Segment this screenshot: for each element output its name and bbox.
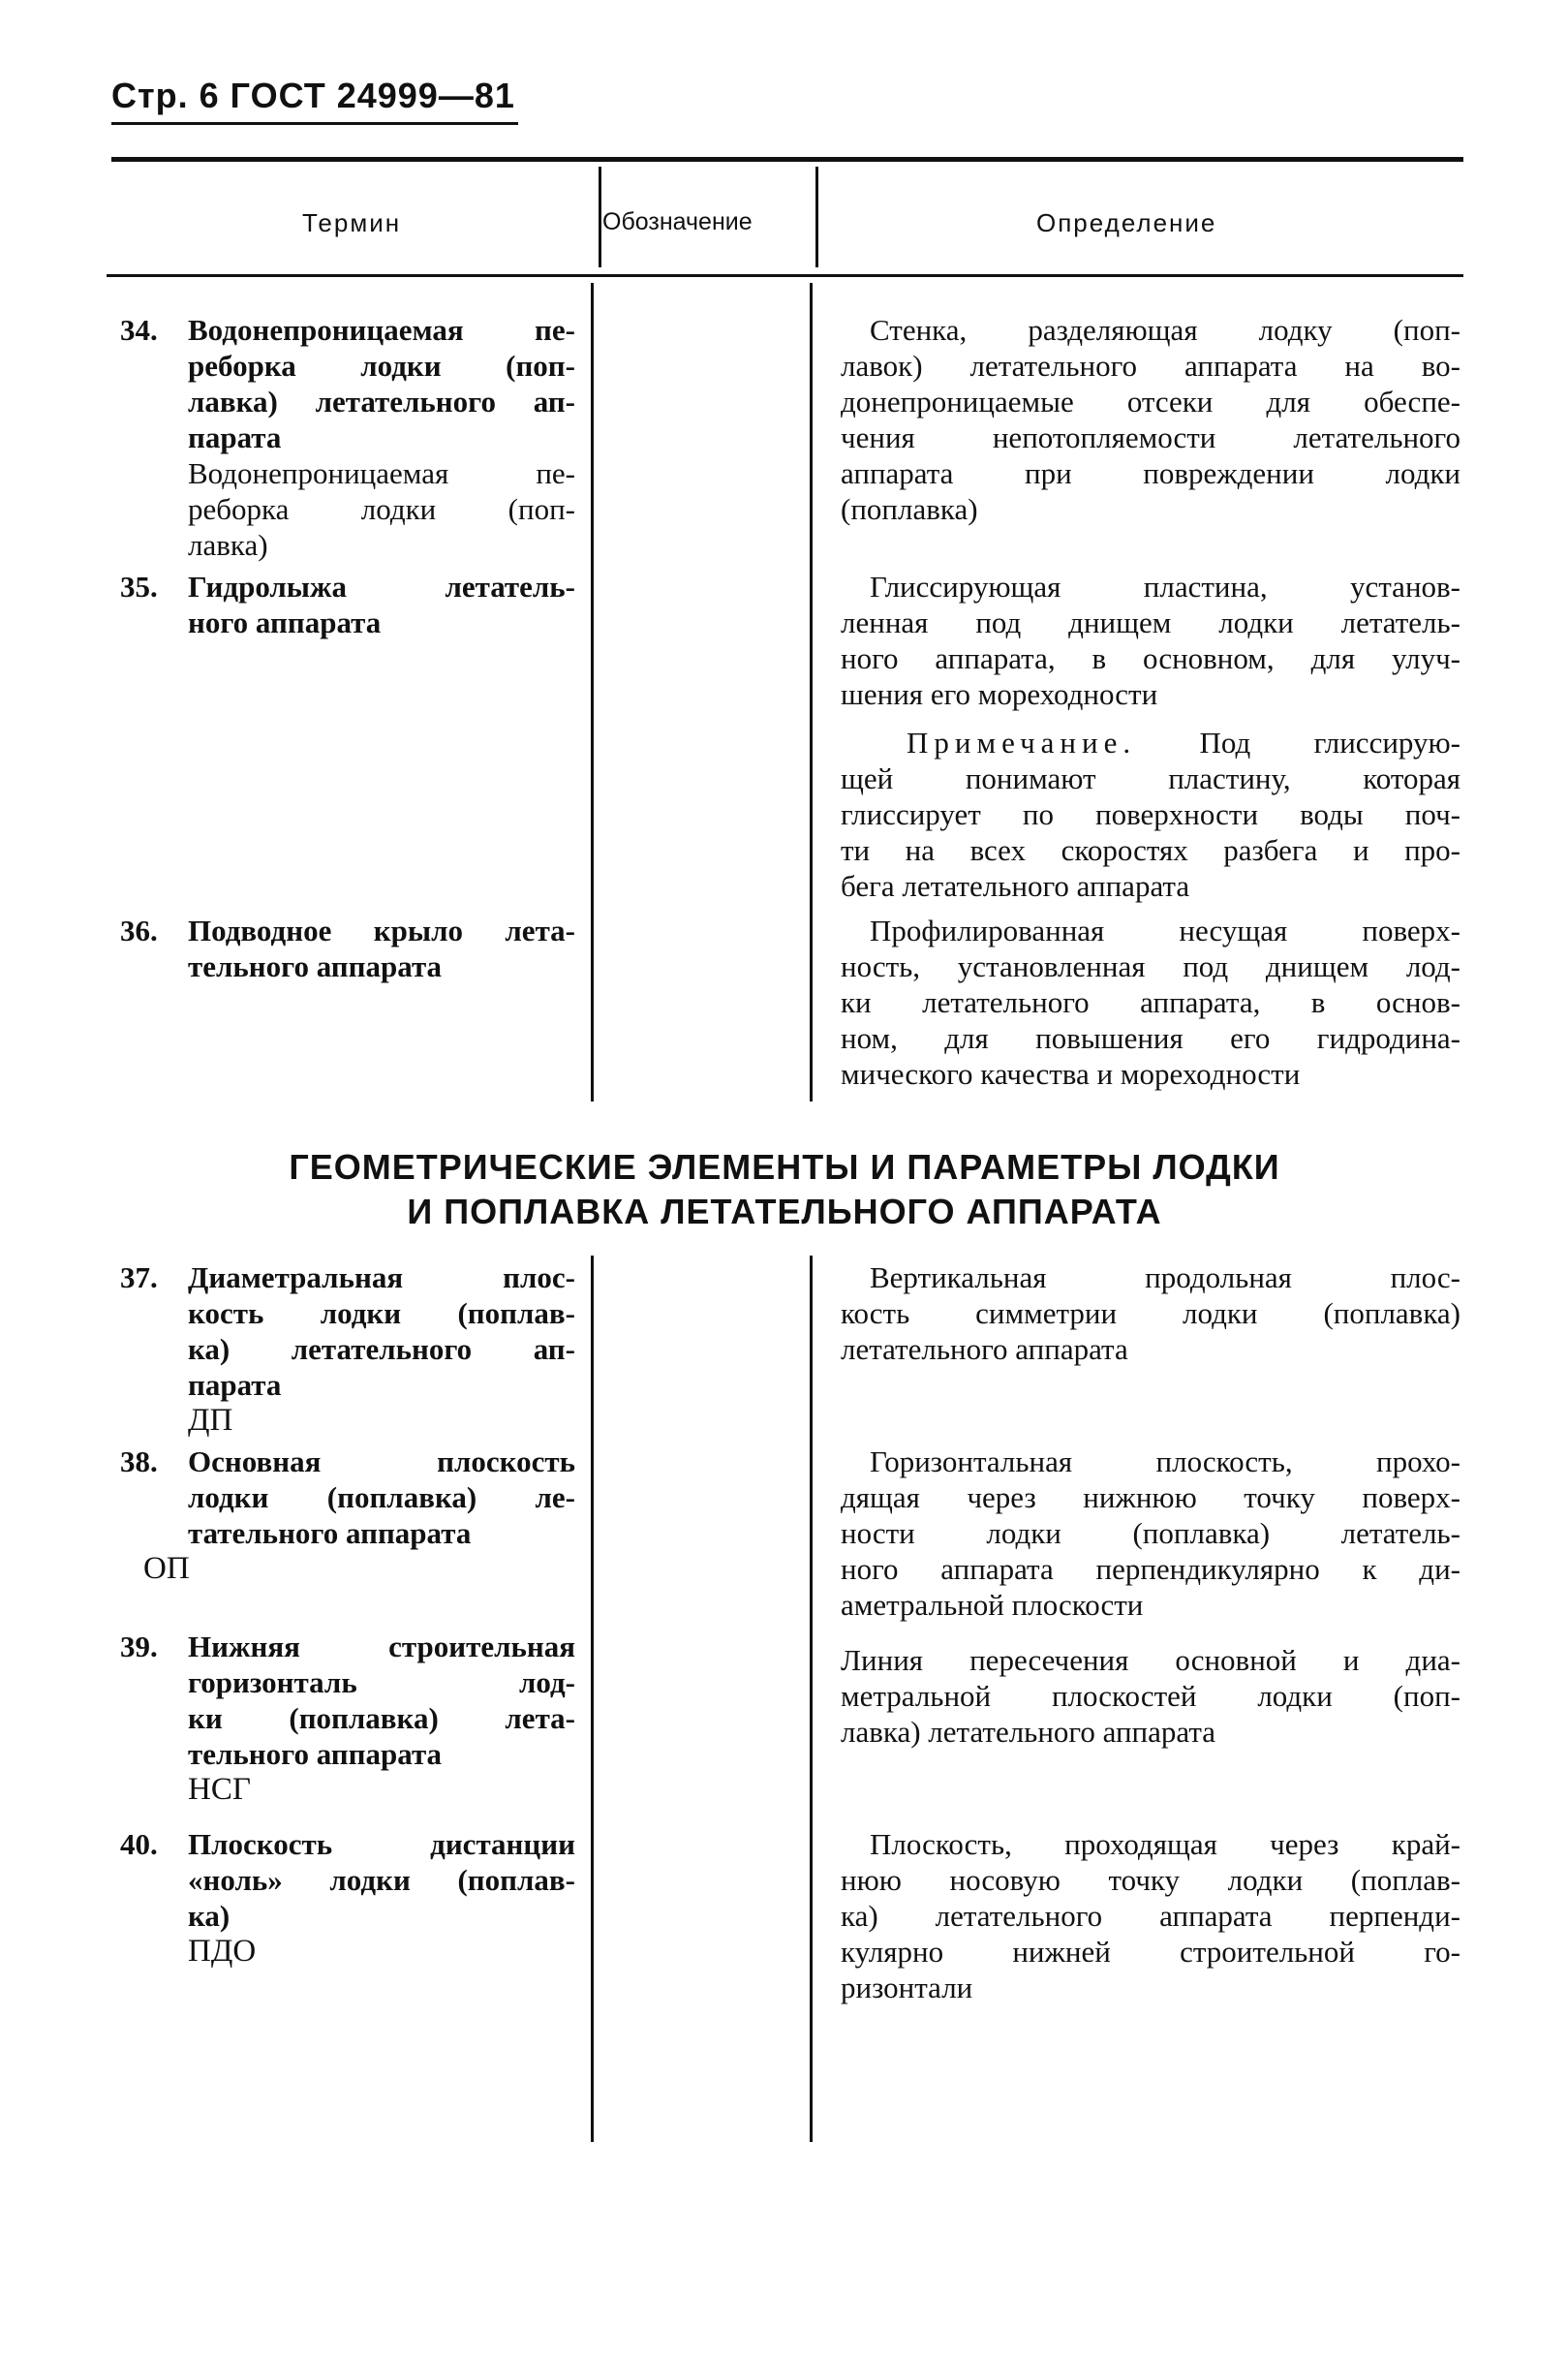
column-divider: [810, 283, 813, 1102]
text-line: донепроницаемые отсеки для обеспе-: [841, 385, 1460, 419]
text-line: кулярно нижней строительной го-: [841, 1935, 1460, 1969]
text-line: глиссирует по поверхности воды поч-: [841, 797, 1460, 831]
text-line: тательного аппарата: [188, 1516, 472, 1550]
entry-39-symbol: НСГ: [188, 1772, 251, 1807]
text-line: ГЕОМЕТРИЧЕСКИЕ ЭЛЕМЕНТЫ И ПАРАМЕТРЫ ЛОДКИ: [289, 1147, 1280, 1187]
text-line: ризонтали: [841, 1971, 973, 2004]
text-line: ки (поплавка) лета-: [188, 1701, 575, 1735]
text-line: 38.: [120, 1444, 158, 1478]
text-line: Водонепроницаемая пе-: [188, 313, 575, 347]
text-line: Под глиссирую-: [1199, 726, 1460, 760]
text-line: Гидролыжа летатель-: [188, 570, 575, 604]
text-line: Основная плоскость: [188, 1444, 575, 1478]
text-line: Горизонтальная плоскость, прохо-: [870, 1444, 1460, 1478]
entry-38-term: [120, 1443, 575, 1587]
text-line: тельного аппарата: [188, 1737, 443, 1771]
text-line: ного аппарата перпендикулярно к ди-: [841, 1552, 1460, 1586]
entry-40-definition: [841, 1826, 1460, 2005]
text-line: нюю носовую точку лодки (поплав-: [841, 1863, 1460, 1897]
column-divider: [591, 283, 594, 1102]
text-line: тельного аппарата: [188, 949, 443, 983]
text-line: Диаметральная плос-: [188, 1260, 575, 1294]
text-line: Стенка, разделяющая лодку (поп-: [870, 313, 1460, 347]
text-line: 40.: [120, 1827, 158, 1861]
column-header-symbol: Обозначение: [602, 208, 753, 235]
text-line: летательного аппарата: [841, 1332, 1128, 1366]
standard-label: ГОСТ: [230, 76, 326, 115]
entry-37-term: [120, 1259, 575, 1439]
entry-35-note: [841, 725, 1460, 904]
text-line: 34.: [120, 313, 158, 347]
entry-39-definition: [841, 1642, 1460, 1750]
text-line: 36.: [120, 914, 158, 947]
text-line: лавок) летательного аппарата на во-: [841, 349, 1460, 383]
column-header-term: Термин: [302, 208, 402, 237]
entry-37-definition: [841, 1259, 1460, 1367]
text-line: кость симметрии лодки (поплавка): [841, 1296, 1460, 1330]
text-line: Подводное крыло лета-: [188, 914, 575, 947]
text-line: аппарата при повреждении лодки: [841, 456, 1460, 490]
text-line: дящая через нижнюю точку поверх-: [841, 1480, 1460, 1514]
entry-36-definition: [841, 913, 1460, 1092]
text-line: лавка) летательного аппарата: [841, 1715, 1216, 1749]
text-line: реборка лодки (поп-: [188, 492, 575, 526]
text-line: Вертикальная продольная плос-: [870, 1260, 1460, 1294]
text-line: метральной плоскостей лодки (поп-: [841, 1679, 1460, 1713]
text-line: чения непотопляемости летательного: [841, 420, 1460, 454]
entry-38-definition: [841, 1443, 1460, 1623]
standard-number: 24999—81: [336, 76, 515, 115]
text-line: ленная под днищем лодки летатель-: [841, 605, 1460, 639]
text-line: мического качества и мореходности: [841, 1057, 1301, 1091]
text-line: реборка лодки (поп-: [188, 349, 575, 383]
text-line: И ПОПЛАВКА ЛЕТАТЕЛЬНОГО АППАРАТА: [407, 1192, 1162, 1231]
text-line: лавка) летательного ап-: [188, 385, 575, 419]
section-title: [107, 1145, 1462, 1234]
header-rule: [111, 122, 518, 125]
text-line: ти на всех скоростях разбега и про-: [841, 833, 1460, 867]
column-header-definition: Определение: [1036, 208, 1217, 237]
column-divider: [599, 167, 601, 267]
page-header: [111, 76, 515, 116]
column-divider: [591, 1256, 594, 2142]
entry-38-symbol: ОП: [143, 1551, 190, 1586]
text-line: Линия пересечения основной и диа-: [841, 1643, 1460, 1677]
table-header-rule: [107, 274, 1463, 277]
entry-40-symbol: ПДО: [188, 1934, 257, 1969]
text-line: шения его мореходности: [841, 677, 1158, 711]
text-line: щей понимают пластину, которая: [841, 761, 1460, 795]
text-line: 39.: [120, 1630, 158, 1663]
text-line: Глиссирующая пластина, установ-: [870, 570, 1460, 604]
column-divider: [815, 167, 818, 267]
text-line: 35.: [120, 570, 158, 604]
text-line: ном, для повышения его гидродина-: [841, 1021, 1460, 1055]
entry-37-symbol: ДП: [188, 1403, 233, 1438]
text-line: бега летательного аппарата: [841, 869, 1190, 903]
entry-34-synonym: Водонепроницаемая пе-: [188, 456, 575, 490]
text-line: Плоскость, проходящая через край-: [870, 1827, 1460, 1861]
text-line: кость лодки (поплав-: [188, 1296, 575, 1330]
text-line: ность, установленная под днищем лод-: [841, 949, 1460, 983]
text-line: ного аппарата: [188, 605, 382, 639]
text-line: ного аппарата, в основном, для улуч-: [841, 641, 1460, 675]
column-divider: [810, 1256, 813, 2142]
text-line: горизонталь лод-: [188, 1665, 575, 1699]
text-line: «ноль» лодки (поплав-: [188, 1863, 575, 1897]
entry-36-term: [120, 913, 575, 984]
entry-35-definition: [841, 569, 1460, 712]
text-line: ка): [188, 1899, 231, 1933]
entry-40-term: [120, 1826, 575, 1970]
text-line: ка) летательного аппарата перпенди-: [841, 1899, 1460, 1933]
note-label: Примечание.: [907, 726, 1137, 760]
text-line: Профилированная несущая поверх-: [870, 914, 1460, 947]
entry-35-term: [120, 569, 575, 640]
entry-34-definition: [841, 312, 1460, 527]
text-line: (поплавка): [841, 492, 978, 526]
text-line: парата: [188, 420, 282, 454]
text-line: лавка): [188, 528, 268, 562]
text-line: Нижняя строительная: [188, 1630, 575, 1663]
text-line: Плоскость дистанции: [188, 1827, 575, 1861]
text-line: лодки (поплавка) ле-: [188, 1480, 575, 1514]
page-number: Стр. 6: [111, 76, 220, 115]
text-line: парата: [188, 1368, 282, 1402]
text-line: ка) летательного ап-: [188, 1332, 575, 1366]
text-line: ки летательного аппарата, в основ-: [841, 985, 1460, 1019]
text-line: 37.: [120, 1260, 158, 1294]
entry-34-term: [120, 312, 575, 563]
text-line: аметральной плоскости: [841, 1588, 1144, 1622]
table-top-rule: [111, 157, 1463, 162]
text-line: ности лодки (поплавка) летатель-: [841, 1516, 1460, 1550]
entry-39-term: [120, 1629, 575, 1808]
